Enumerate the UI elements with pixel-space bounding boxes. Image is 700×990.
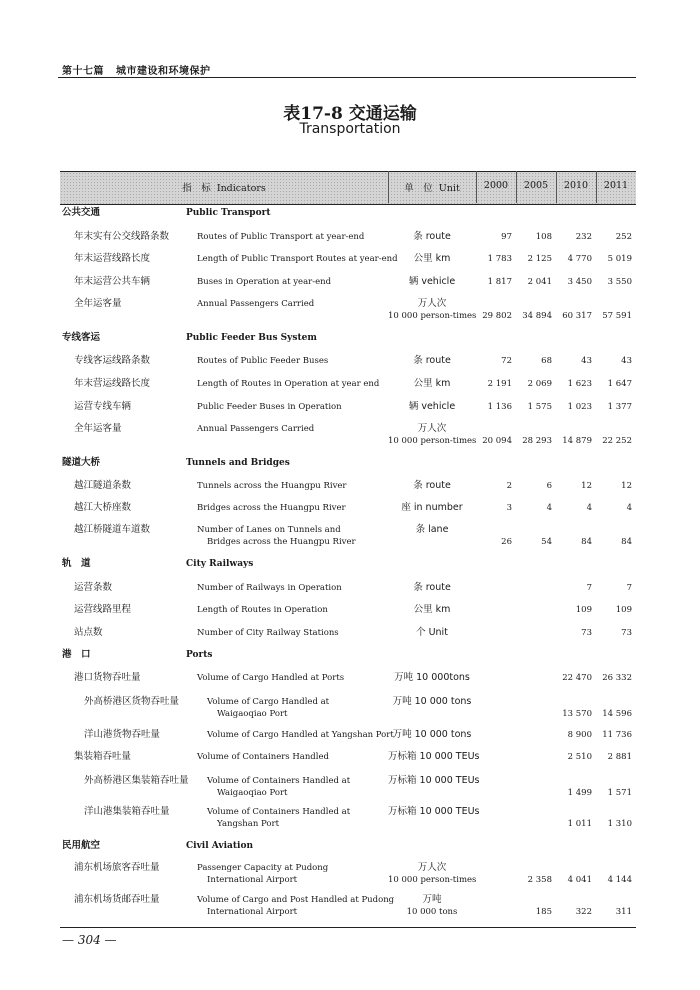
row-label-en-cont: International Airport (207, 907, 298, 917)
row-label-en: Annual Passengers Carried (197, 299, 315, 309)
cell-2011: 1 377 (607, 402, 632, 412)
row-unit: 万吨 10 000 tons (392, 729, 472, 740)
row-unit: 万人次 (417, 298, 447, 309)
cell-2005: 4 (546, 503, 552, 513)
row-label-cn: 年末运营公共车辆 (74, 276, 151, 287)
cell-2005: 34 894 (522, 311, 552, 321)
cell-2010: 232 (575, 232, 592, 242)
row-label-cn: 专线客运线路条数 (74, 355, 151, 366)
header-year-2000: 2000 (483, 180, 509, 191)
section-label-en: Public Feeder Bus System (186, 333, 317, 343)
row-label-en: Passenger Capacity at Pudong (197, 863, 329, 873)
header-year-2005: 2005 (523, 180, 549, 191)
cell-2011: 2 881 (607, 752, 632, 762)
cell-2000: 3 (506, 503, 512, 513)
row-label-en-cont: Yangshan Port (217, 819, 279, 829)
row-label-cn: 越江隧道条数 (74, 480, 132, 491)
row-label-cn: 越江大桥座数 (74, 502, 132, 513)
row-label-en: Routes of Public Feeder Buses (197, 356, 329, 366)
row-unit: 万标箱 10 000 TEUs (388, 751, 480, 762)
row-unit: 万标箱 10 000 TEUs (388, 775, 480, 786)
header-year-2011: 2011 (603, 180, 629, 191)
row-label-cn: 年末营运线路长度 (74, 378, 151, 389)
row-unit: 条 route (413, 231, 451, 242)
cell-2011: 4 (626, 503, 632, 513)
row-label-en: Length of Routes in Operation (197, 605, 328, 615)
cell-2005: 68 (541, 356, 552, 366)
cell-2000: 29 802 (482, 311, 512, 321)
cell-2011: 12 (621, 481, 632, 491)
cell-2011: 5 019 (607, 254, 632, 264)
cell-2010: 1 499 (567, 788, 592, 798)
cell-2005: 108 (535, 232, 552, 242)
row-unit: 公里 km (413, 253, 451, 264)
cell-2010: 109 (575, 605, 592, 615)
row-label-cn: 越江桥隧道车道数 (74, 524, 151, 535)
row-label-en: Volume of Cargo and Post Handled at Pudong (197, 895, 395, 905)
header-indicator-en: Indicators (216, 183, 266, 194)
cell-2011: 73 (621, 628, 632, 638)
row-label-en: Number of City Railway Stations (197, 628, 339, 638)
row-unit: 公里 km (413, 378, 451, 389)
cell-2011: 14 596 (602, 709, 632, 719)
cell-2005: 2 358 (527, 875, 552, 885)
cell-2011: 252 (615, 232, 632, 242)
cell-2005: 6 (546, 481, 552, 491)
row-unit-en: 10 000 person-times (388, 311, 477, 321)
cell-2005: 28 293 (522, 436, 552, 446)
cell-2010: 12 (581, 481, 592, 491)
row-label-en: Number of Lanes on Tunnels and (197, 525, 341, 535)
row-label-cn: 浦东机场货邮吞吐量 (74, 894, 160, 905)
row-label-en: Volume of Cargo Handled at Yangshan Port (207, 730, 394, 740)
cell-2000: 1 136 (487, 402, 512, 412)
header-rule (58, 77, 636, 78)
section-label-en: Tunnels and Bridges (186, 458, 290, 468)
section-label-en: Public Transport (186, 208, 271, 218)
table-title-cn: 表17-8 交通运输 (283, 104, 417, 124)
cell-2000: 2 191 (487, 379, 512, 389)
cell-2011: 26 332 (602, 673, 632, 683)
cell-2010: 4 770 (567, 254, 592, 264)
page-number: — 304 — (62, 933, 117, 947)
row-unit: 条 lane (415, 524, 449, 535)
row-label-en: Length of Routes in Operation at year end (197, 379, 380, 389)
running-head (62, 62, 210, 77)
row-unit: 万人次 (417, 862, 447, 873)
section-label-cn: 民用航空 (62, 840, 101, 851)
header-indicator (60, 180, 388, 194)
cell-2000: 97 (501, 232, 512, 242)
header-year-2010: 2010 (563, 180, 589, 191)
cell-2011: 84 (621, 537, 632, 547)
row-label-cn: 运营线路里程 (74, 604, 132, 615)
header-indicator-cn: 指 标 (182, 183, 211, 194)
cell-2011: 1 647 (607, 379, 632, 389)
row-label-en: Volume of Cargo Handled at (207, 697, 330, 707)
cell-2000: 1 817 (487, 277, 512, 287)
row-label-cn: 港口货物吞吐量 (74, 672, 141, 683)
cell-2010: 4 (586, 503, 592, 513)
cell-2005: 2 041 (527, 277, 552, 287)
row-label-en: Volume of Containers Handled at (207, 776, 351, 786)
cell-2010: 73 (581, 628, 592, 638)
part-title: 城市建设和环境保护 (115, 66, 211, 77)
header-unit-en: Unit (438, 183, 460, 194)
row-unit: 公里 km (413, 604, 451, 615)
row-label-en-cont: Bridges across the Huangpu River (207, 537, 356, 547)
cell-2011: 7 (626, 583, 632, 593)
row-label-en-cont: Waigaoqiao Port (217, 788, 288, 798)
cell-2005: 2 125 (527, 254, 552, 264)
cell-2005: 1 575 (527, 402, 552, 412)
row-unit: 辆 vehicle (408, 401, 456, 412)
section-label-cn: 港 口 (62, 649, 91, 660)
cell-2000: 2 (506, 481, 512, 491)
row-label-cn: 外高桥港区货物吞吐量 (84, 696, 180, 707)
cell-2010: 14 879 (562, 436, 592, 446)
row-label-en: Number of Railways in Operation (197, 583, 342, 593)
row-label-en: Volume of Containers Handled (197, 752, 329, 762)
cell-2011: 109 (615, 605, 632, 615)
cell-2011: 1 310 (607, 819, 632, 829)
row-label-en: Buses in Operation at year-end (197, 277, 332, 287)
row-unit: 辆 vehicle (408, 276, 456, 287)
cell-2011: 311 (615, 907, 632, 917)
cell-2010: 43 (581, 356, 592, 366)
row-unit: 条 route (413, 355, 451, 366)
row-unit: 个 Unit (416, 627, 448, 638)
row-unit: 万吨 10 000tons (394, 672, 470, 683)
cell-2010: 1 023 (567, 402, 592, 412)
section-label-cn: 专线客运 (62, 332, 101, 343)
cell-2011: 1 571 (607, 788, 632, 798)
row-unit-en: 10 000 person-times (388, 875, 477, 885)
row-label-cn: 浦东机场旅客吞吐量 (74, 862, 160, 873)
row-label-en-cont: Waigaoqiao Port (217, 709, 288, 719)
row-unit: 万标箱 10 000 TEUs (388, 806, 480, 817)
cell-2005: 185 (535, 907, 552, 917)
row-label-cn: 全年运客量 (74, 423, 122, 434)
row-unit: 万吨 10 000 tons (392, 696, 472, 707)
cell-2010: 13 570 (562, 709, 592, 719)
row-label-cn: 洋山港集装箱吞吐量 (84, 806, 170, 817)
row-label-en: Public Feeder Buses in Operation (197, 402, 342, 412)
cell-2010: 3 450 (567, 277, 592, 287)
cell-2010: 84 (581, 537, 592, 547)
row-label-en: Bridges across the Huangpu River (197, 503, 346, 513)
row-unit-en: 10 000 tons (406, 907, 458, 917)
cell-2005: 2 069 (527, 379, 552, 389)
section-label-en: Civil Aviation (186, 841, 254, 851)
cell-2011: 22 252 (602, 436, 632, 446)
row-label-en: Annual Passengers Carried (197, 424, 315, 434)
row-label-cn: 站点数 (74, 627, 103, 638)
header-unit (388, 180, 476, 194)
section-label-en: City Railways (186, 559, 254, 569)
row-label-en: Tunnels across the Huangpu River (197, 481, 347, 491)
cell-2000: 26 (501, 537, 512, 547)
bottom-rule (60, 927, 636, 928)
header-unit-cn: 单 位 (404, 183, 433, 194)
section-label-cn: 轨 道 (62, 558, 91, 569)
cell-2010: 2 510 (567, 752, 592, 762)
row-label-cn: 运营专线车辆 (74, 401, 132, 412)
cell-2011: 4 144 (607, 875, 632, 885)
row-label-en: Length of Public Transport Routes at year-end (197, 254, 398, 264)
cell-2000: 1 783 (487, 254, 512, 264)
cell-2000: 20 094 (482, 436, 512, 446)
row-label-cn: 洋山港货物吞吐量 (84, 729, 161, 740)
section-label-cn: 隧道大桥 (62, 457, 101, 468)
section-label-en: Ports (186, 650, 213, 660)
row-label-cn: 年末运营线路长度 (74, 253, 151, 264)
cell-2010: 4 041 (567, 875, 592, 885)
section-label-cn: 公共交通 (62, 207, 101, 218)
cell-2005: 54 (541, 537, 552, 547)
row-label-cn: 运营条数 (74, 582, 113, 593)
cell-2011: 57 591 (602, 311, 632, 321)
row-label-en: Volume of Containers Handled at (207, 807, 351, 817)
row-label-en-cont: International Airport (207, 875, 298, 885)
table-title-en: Transportation (299, 121, 401, 137)
cell-2000: 72 (501, 356, 512, 366)
cell-2010: 7 (586, 583, 592, 593)
row-label-cn: 全年运客量 (74, 298, 122, 309)
cell-2010: 322 (575, 907, 592, 917)
part-label: 第十七篇 (62, 66, 104, 77)
cell-2010: 60 317 (562, 311, 592, 321)
cell-2010: 22 470 (562, 673, 592, 683)
row-label-cn: 外高桥港区集装箱吞吐量 (84, 775, 189, 786)
cell-2011: 3 550 (607, 277, 632, 287)
cell-2011: 43 (621, 356, 632, 366)
row-unit-en: 10 000 person-times (388, 436, 477, 446)
row-label-cn: 集装箱吞吐量 (74, 751, 132, 762)
cell-2010: 1 623 (567, 379, 592, 389)
row-label-cn: 年末实有公交线路条数 (74, 231, 170, 242)
row-unit: 万人次 (417, 423, 447, 434)
row-label-en: Volume of Cargo Handled at Ports (197, 673, 345, 683)
row-unit: 座 in number (401, 502, 463, 513)
row-unit: 条 route (413, 480, 451, 491)
cell-2010: 1 011 (567, 819, 592, 829)
row-unit: 万吨 (422, 894, 442, 905)
row-label-en: Routes of Public Transport at year-end (197, 232, 365, 242)
cell-2011: 11 736 (602, 730, 632, 740)
row-unit: 条 route (413, 582, 451, 593)
cell-2010: 8 900 (567, 730, 592, 740)
